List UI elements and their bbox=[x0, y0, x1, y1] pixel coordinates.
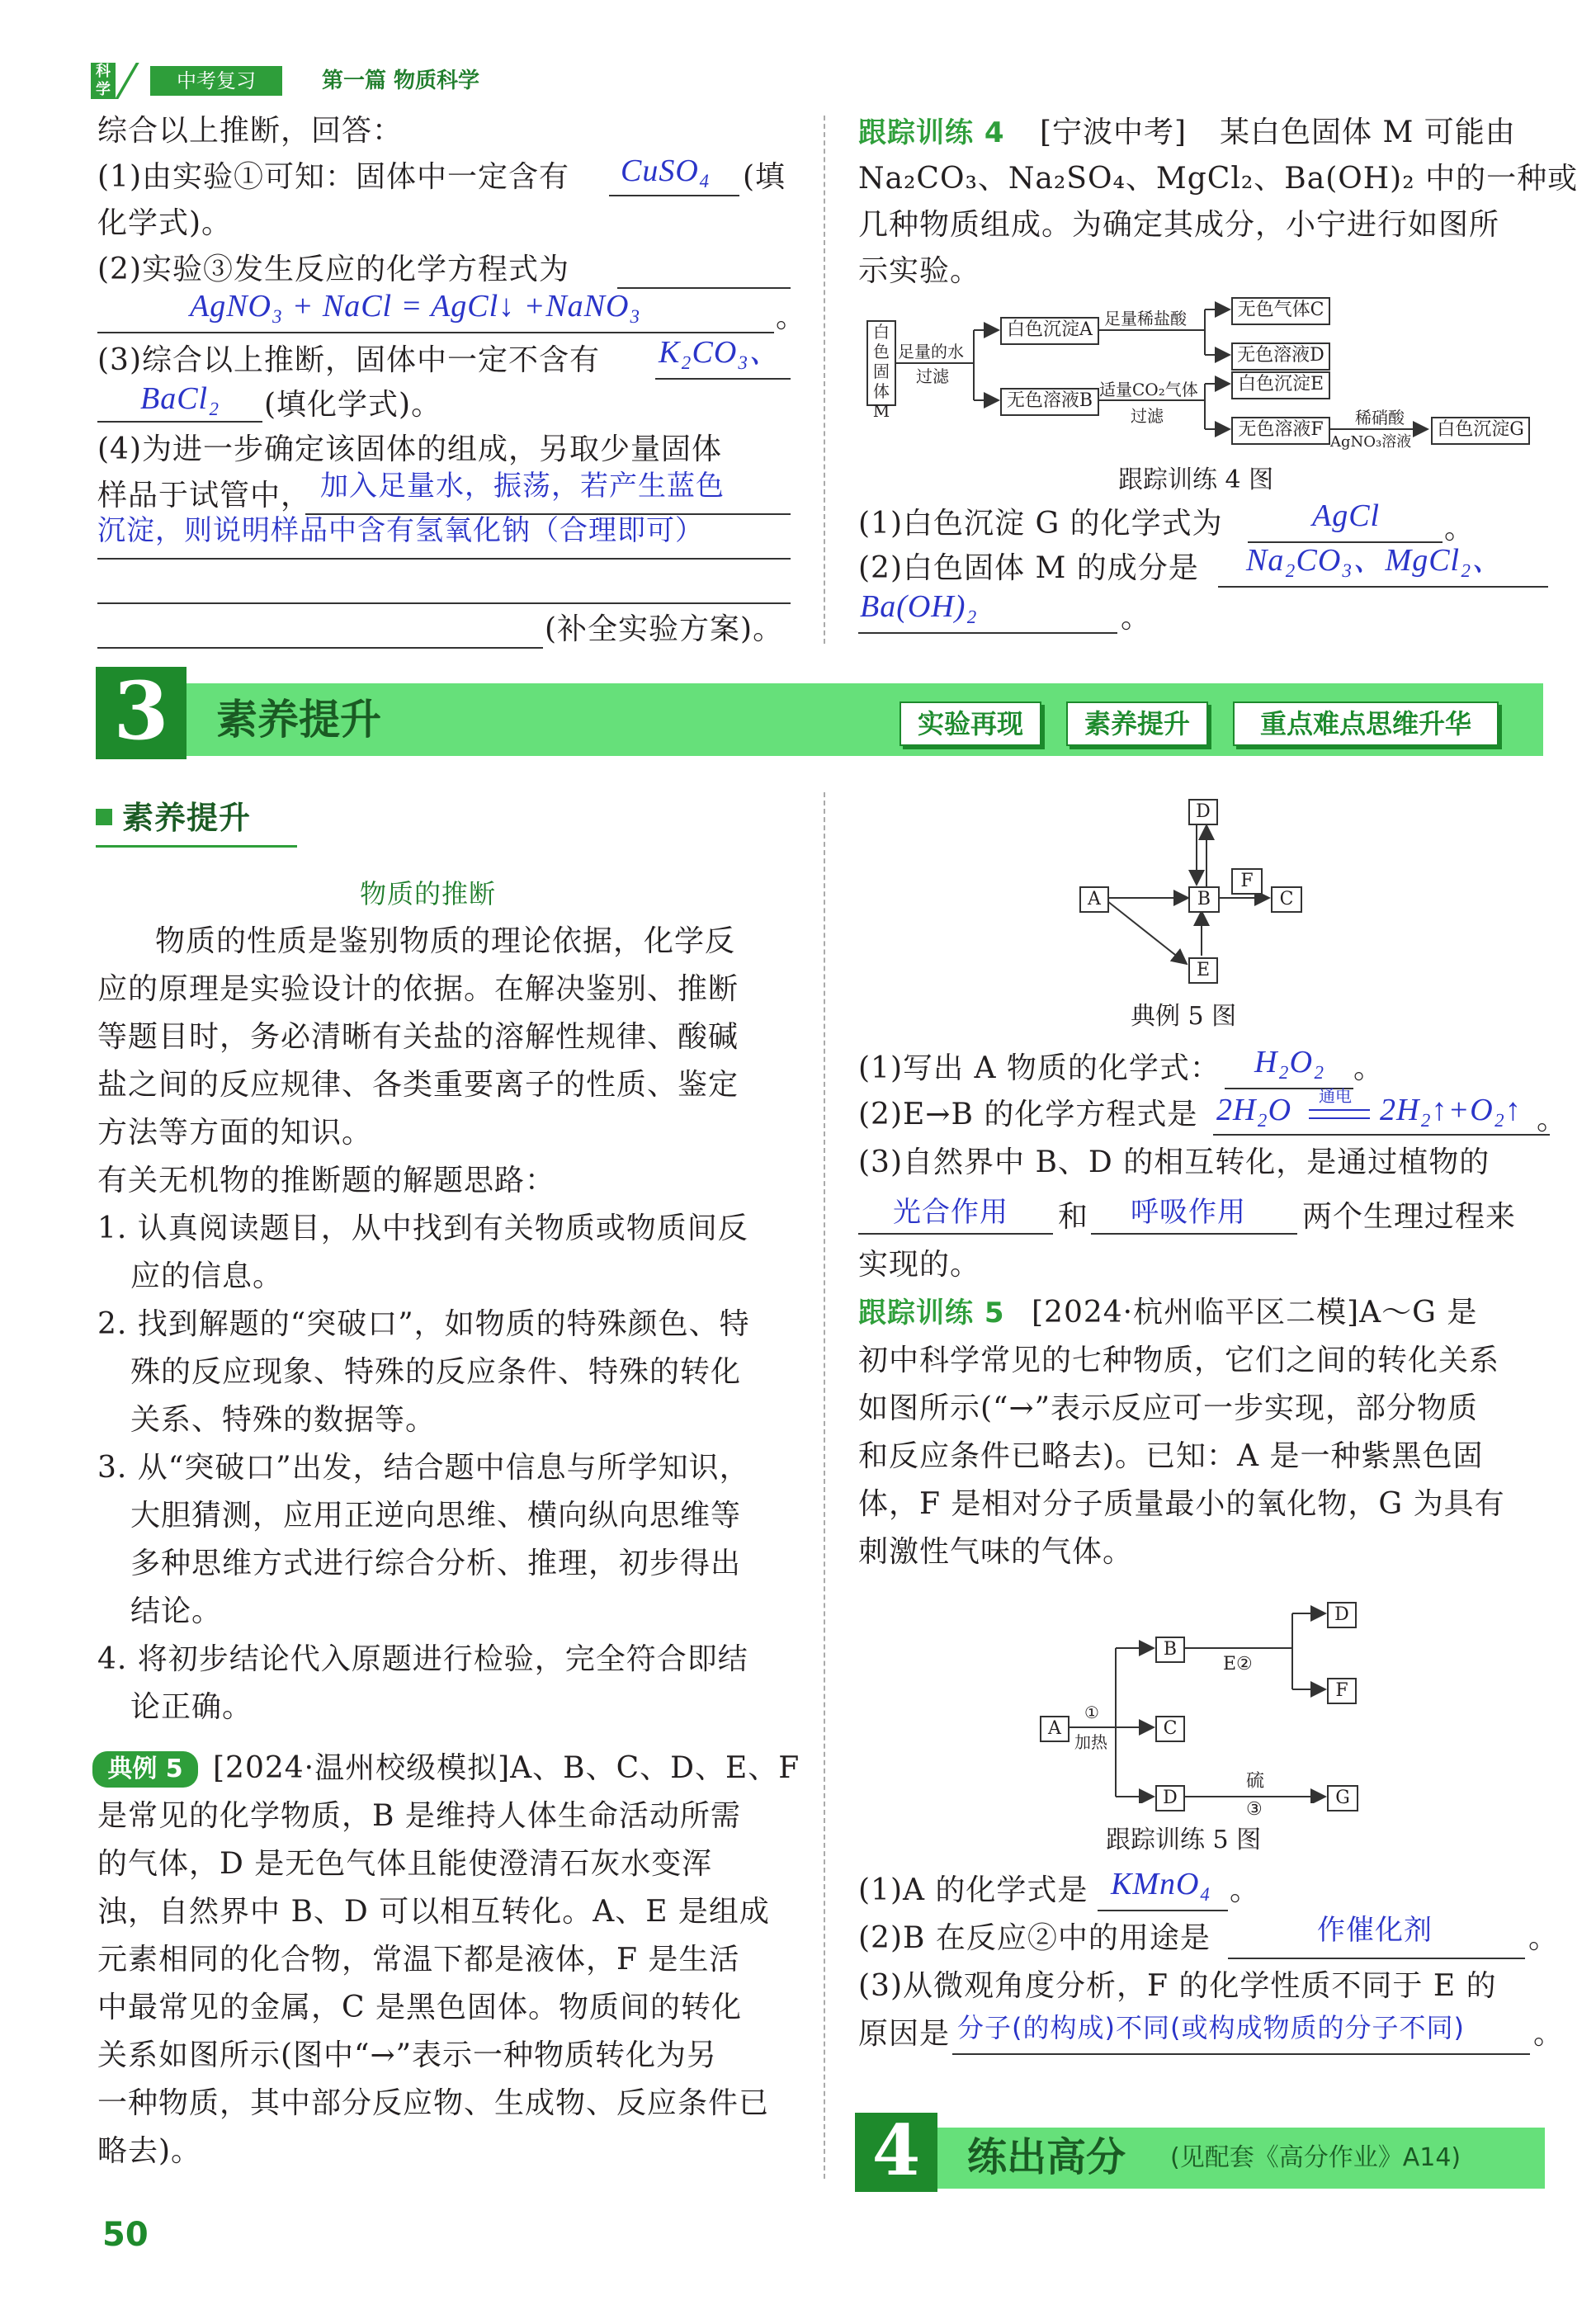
header-tag: 中考复习 bbox=[150, 66, 282, 96]
tag-experiment: 实验再现 bbox=[900, 701, 1041, 746]
trace4-q1: (1)白色沉淀 G 的化学式为 bbox=[858, 507, 1223, 541]
trace4-line4: 示实验。 bbox=[858, 254, 981, 288]
ex5-q3: (3)自然界中 B、D 的相互转化，是通过植物的 bbox=[858, 1145, 1490, 1179]
ex5-q2-eq-sign bbox=[1309, 1109, 1370, 1119]
heading-underline bbox=[96, 845, 297, 848]
example5-badge: 典例 5 bbox=[92, 1751, 198, 1788]
t5-q3: (3)从微观角度分析，F 的化学性质不同于 E 的 bbox=[858, 1969, 1497, 2003]
q4-blank-b bbox=[97, 558, 791, 560]
para1-line5: 方法等方面的知识。 bbox=[97, 1116, 373, 1150]
ex5-q1: (1)写出 A 物质的化学式： bbox=[858, 1051, 1221, 1085]
section3-number: 3 bbox=[113, 664, 169, 758]
t5-node-f: F bbox=[1327, 1678, 1357, 1704]
trace4-q2-blank-b bbox=[858, 632, 1117, 634]
t5-q3-answer: 分子(的构成)不同(或构成物质的分子不同) bbox=[957, 2012, 1465, 2043]
q4-blank-c bbox=[97, 602, 791, 604]
t5-label-step3: ③ bbox=[1246, 1799, 1263, 1820]
trace4-q2-blank-a bbox=[1218, 586, 1548, 588]
heading-bar-icon bbox=[96, 809, 112, 825]
node-c: C bbox=[1271, 886, 1302, 913]
trace4-label: 跟踪训练 4 bbox=[858, 116, 1005, 149]
q4-tail: (补全实验方案)。 bbox=[545, 612, 784, 646]
tag-literacy: 素养提升 bbox=[1066, 701, 1208, 746]
trace4-q2-answer-1: Na₂CO₃、MgCl₂、 bbox=[1246, 543, 1504, 578]
page-number: 50 bbox=[102, 2216, 149, 2254]
t5-q2-end: 。 bbox=[1528, 1921, 1560, 1955]
t5-q1-answer: KMnO₄ bbox=[1111, 1867, 1211, 1901]
q3-answer-1: K₂CO₃、 bbox=[659, 335, 781, 370]
box-sol-f: 无色溶液F bbox=[1231, 417, 1330, 445]
section3-title: 素养提升 bbox=[216, 696, 381, 744]
node-d: D bbox=[1188, 799, 1218, 825]
q2-blank-a bbox=[617, 287, 791, 289]
trace4-line1: 某白色固体 M 可能由 bbox=[1220, 116, 1516, 149]
trace5-line1: [2024·杭州临平区二模]A～G 是 bbox=[1032, 1296, 1478, 1330]
item2-line3: 关系、特殊的数据等。 bbox=[130, 1403, 437, 1437]
trace4-q1-answer: AgCl bbox=[1312, 498, 1381, 533]
example5-line8: 一种物质，其中部分反应物、生成物、反应条件已 bbox=[97, 2086, 770, 2120]
t5-q2-blank bbox=[1228, 1958, 1525, 1959]
para1-line2: 应的原理是实验设计的依据。在解决鉴别、推断 bbox=[97, 972, 739, 1006]
box-sol-d: 无色溶液D bbox=[1231, 342, 1330, 371]
q3-tail: (填化学式)。 bbox=[264, 388, 442, 422]
trace5-diagram bbox=[1032, 1597, 1378, 1820]
box-ppt-a: 白色沉淀A bbox=[1000, 317, 1099, 345]
example5-line3: 的气体，D 是无色气体且能使澄清石灰水变浑 bbox=[97, 1847, 713, 1881]
item4-line1: 4. 将初步结论代入原题进行检验，完全符合即结 bbox=[97, 1642, 748, 1676]
header-title: 第一篇 物质科学 bbox=[322, 68, 480, 93]
item3-line1: 3. 从“突破口”出发，结合题中信息与所学知识， bbox=[97, 1451, 750, 1485]
para1-line3: 等题目时，务必清晰有关盐的溶解性规律、酸碱 bbox=[97, 1020, 739, 1054]
q1-answer: CuSO₄ bbox=[621, 154, 711, 188]
trace4-q2-end: 。 bbox=[1121, 601, 1152, 635]
example5-line9: 略去)。 bbox=[97, 2134, 202, 2168]
item2-line2: 殊的反应现象、特殊的反应条件、特殊的转化 bbox=[130, 1355, 742, 1389]
ex5-q3-tail2: 实现的。 bbox=[858, 1248, 981, 1282]
column-divider-top bbox=[824, 116, 825, 644]
ex5-q2-condition: 通电 bbox=[1319, 1086, 1352, 1106]
section4-note: (见配套《高分作业》A14) bbox=[1170, 2143, 1461, 2172]
t5-q3-end: 。 bbox=[1533, 2017, 1565, 2051]
t5-node-g: G bbox=[1327, 1785, 1358, 1811]
q4-blank-d bbox=[97, 647, 543, 649]
trace4-q2: (2)白色固体 M 的成分是 bbox=[858, 551, 1199, 585]
node-a: A bbox=[1079, 886, 1109, 913]
column-divider-bottom bbox=[824, 792, 825, 2179]
q3-blank-a bbox=[655, 378, 791, 380]
t5-q2-answer: 作催化剂 bbox=[1317, 1914, 1433, 1947]
item4-line2: 论正确。 bbox=[130, 1690, 253, 1724]
example5-diagram bbox=[1073, 799, 1337, 997]
trace4-q1-end: 。 bbox=[1444, 512, 1476, 546]
header-slash bbox=[115, 63, 139, 99]
t5-q1-blank bbox=[1098, 1910, 1228, 1911]
ex5-q2-answer-left: 2H₂O bbox=[1216, 1093, 1292, 1127]
ex5-q3-answer-1: 光合作用 bbox=[893, 1196, 1008, 1229]
para1-line4: 盐之间的反应规律、各类重要离子的性质、鉴定 bbox=[97, 1068, 739, 1102]
trace4-caption: 跟踪训练 4 图 bbox=[1118, 465, 1274, 494]
para1-line1: 物质的性质是鉴别物质的理论依据，化学反 bbox=[155, 924, 736, 958]
trace4-line2: Na₂CO₃、Na₂SO₄、MgCl₂、Ba(OH)₂ 中的一种或 bbox=[858, 162, 1579, 196]
item1-line2: 应的信息。 bbox=[130, 1259, 284, 1293]
label-hno3: 稀硝酸 bbox=[1355, 408, 1405, 427]
box-solid-m: 白色固体M bbox=[866, 320, 896, 406]
t5-label-sulfur: 硫 bbox=[1246, 1771, 1265, 1792]
t5-label-e2: E② bbox=[1223, 1654, 1253, 1674]
trace5-line6: 刺激性气味的气体。 bbox=[858, 1535, 1134, 1569]
tag-key-points: 重点难点思维升华 bbox=[1233, 701, 1499, 746]
box-ppt-e: 白色沉淀E bbox=[1231, 371, 1330, 399]
intro-line: 综合以上推断，回答： bbox=[97, 114, 404, 148]
item3-line2: 大胆猜测，应用正逆向思维、横向纵向思维等 bbox=[130, 1499, 742, 1533]
q4-text: (4)为进一步确定该固体的组成，另取少量固体 bbox=[97, 432, 722, 466]
section4-title: 练出高分 bbox=[967, 2134, 1126, 2180]
trace5-line4: 和反应条件已略去)。已知：A 是一种紫黑色固 bbox=[858, 1439, 1484, 1473]
example5-line7: 关系如图所示(图中“→”表示一种物质转化为另 bbox=[97, 2038, 718, 2072]
ex5-q2-end: 。 bbox=[1537, 1103, 1568, 1136]
t5-node-d-top: D bbox=[1327, 1602, 1357, 1628]
example5-line5: 元素相同的化合物，常温下都是液体，F 是生活 bbox=[97, 1943, 740, 1977]
t5-q1-end: 。 bbox=[1230, 1873, 1261, 1907]
ex5-q2-answer-right: 2H₂↑+O₂↑ bbox=[1380, 1093, 1522, 1127]
trace4-source: [宁波中考] bbox=[1040, 116, 1188, 149]
box-gas-c: 无色气体C bbox=[1231, 297, 1330, 325]
trace5-line3: 如图所示(“→”表示反应可一步实现，部分物质 bbox=[858, 1391, 1479, 1425]
q3-text: (3)综合以上推断，固体中一定不含有 bbox=[97, 343, 600, 377]
node-f: F bbox=[1231, 868, 1263, 895]
ex5-q1-answer: H₂O₂ bbox=[1254, 1045, 1325, 1079]
example5-line4: 浊，自然界中 B、D 可以相互转化。A、E 是组成 bbox=[97, 1895, 770, 1929]
label-agno3: AgNO₃溶液 bbox=[1330, 433, 1412, 451]
example5-line6: 中最常见的金属，C 是黑色固体。物质间的转化 bbox=[97, 1991, 742, 2024]
t5-label-heat: 加热 bbox=[1074, 1732, 1107, 1752]
label-co2: 适量CO₂气体 bbox=[1099, 380, 1198, 399]
q1-text: (1)由实验①可知：固体中一定含有 bbox=[97, 160, 569, 194]
node-b: B bbox=[1188, 886, 1220, 913]
item1-line1: 1. 认真阅读题目，从中找到有关物质或物质间反 bbox=[97, 1212, 748, 1245]
q4-answer-2: 沉淀，则说明样品中含有氢氧化钠（合理即可） bbox=[97, 514, 704, 547]
trace4-diagram bbox=[866, 297, 1543, 462]
example5-line2: 是常见的化学物质，B 是维持人体生命活动所需 bbox=[97, 1799, 741, 1833]
box-sol-b: 无色溶液B bbox=[1000, 388, 1099, 416]
subject-badge: 科学 bbox=[91, 63, 116, 99]
trace5-label: 跟踪训练 5 bbox=[858, 1297, 1005, 1330]
t5-q1: (1)A 的化学式是 bbox=[858, 1873, 1088, 1907]
t5-label-step1: ① bbox=[1084, 1703, 1099, 1722]
q1-tail: (填 bbox=[743, 160, 786, 194]
label-water: 足量的水 bbox=[898, 342, 964, 361]
literacy-heading: 素养提升 bbox=[122, 800, 252, 836]
ex5-q2-blank bbox=[1213, 1134, 1550, 1136]
q2-end: 。 bbox=[776, 300, 807, 334]
t5-node-c: C bbox=[1155, 1716, 1185, 1742]
trace5-arrows bbox=[1032, 1597, 1378, 1803]
para2: 有关无机物的推断题的解题思路： bbox=[97, 1164, 556, 1197]
q2-text: (2)实验③发生反应的化学方程式为 bbox=[97, 253, 569, 286]
q3-answer-2: BaCl₂ bbox=[140, 381, 220, 416]
t5-node-a: A bbox=[1040, 1716, 1070, 1742]
example5-caption: 典例 5 图 bbox=[1131, 1002, 1237, 1031]
label-filter2: 过滤 bbox=[1131, 406, 1164, 426]
q2-answer: AgNO₃ + NaCl = AgCl↓ +NaNO₃ bbox=[190, 289, 641, 324]
t5-q3-blank bbox=[952, 2053, 1530, 2055]
item3-line4: 结论。 bbox=[130, 1594, 223, 1628]
example5-line1: [2024·温州校级模拟]A、B、C、D、E、F bbox=[213, 1751, 800, 1785]
trace4-q2-answer-2: Ba(OH)₂ bbox=[860, 589, 978, 624]
q4-line2: 样品于试管中， bbox=[97, 479, 312, 512]
ex5-q3-tail: 两个生理过程来 bbox=[1302, 1200, 1517, 1234]
ex5-q1-end: 。 bbox=[1353, 1051, 1385, 1085]
trace5-caption: 跟踪训练 5 图 bbox=[1106, 1826, 1262, 1854]
item2-line1: 2. 找到解题的“突破口”，如物质的特殊颜色、特 bbox=[97, 1307, 750, 1341]
box-ppt-g: 白色沉淀G bbox=[1431, 417, 1530, 445]
t5-q3-line2: 原因是 bbox=[858, 2017, 951, 2051]
ex5-q2: (2)E→B 的化学方程式是 bbox=[858, 1098, 1198, 1131]
ex5-q3-and: 和 bbox=[1058, 1200, 1089, 1234]
item3-line3: 多种思维方式进行综合分析、推理，初步得出 bbox=[130, 1547, 742, 1580]
header-bar bbox=[91, 63, 520, 99]
inference-subheading: 物质的推断 bbox=[360, 878, 497, 909]
t5-node-d-bottom: D bbox=[1155, 1785, 1185, 1811]
node-e: E bbox=[1188, 957, 1218, 984]
trace5-line5: 体，F 是相对分子质量最小的氧化物，G 为具有 bbox=[858, 1487, 1505, 1521]
trace5-line2: 初中科学常见的七种物质，它们之间的转化关系 bbox=[858, 1344, 1500, 1377]
t5-q2: (2)B 在反应②中的用途是 bbox=[858, 1921, 1211, 1955]
q1-tail2: 化学式)。 bbox=[97, 206, 233, 240]
q1-blank bbox=[609, 195, 739, 196]
t5-node-b: B bbox=[1155, 1637, 1185, 1663]
q4-answer-1: 加入足量水，振荡，若产生蓝色 bbox=[320, 470, 725, 503]
label-hcl: 足量稀盐酸 bbox=[1104, 309, 1187, 328]
trace4-line3: 几种物质组成。为确定其成分，小宁进行如图所 bbox=[858, 208, 1500, 242]
section4-number: 4 bbox=[871, 2109, 921, 2191]
ex5-q3-answer-2: 呼吸作用 bbox=[1131, 1196, 1246, 1229]
label-filter: 过滤 bbox=[916, 366, 949, 386]
